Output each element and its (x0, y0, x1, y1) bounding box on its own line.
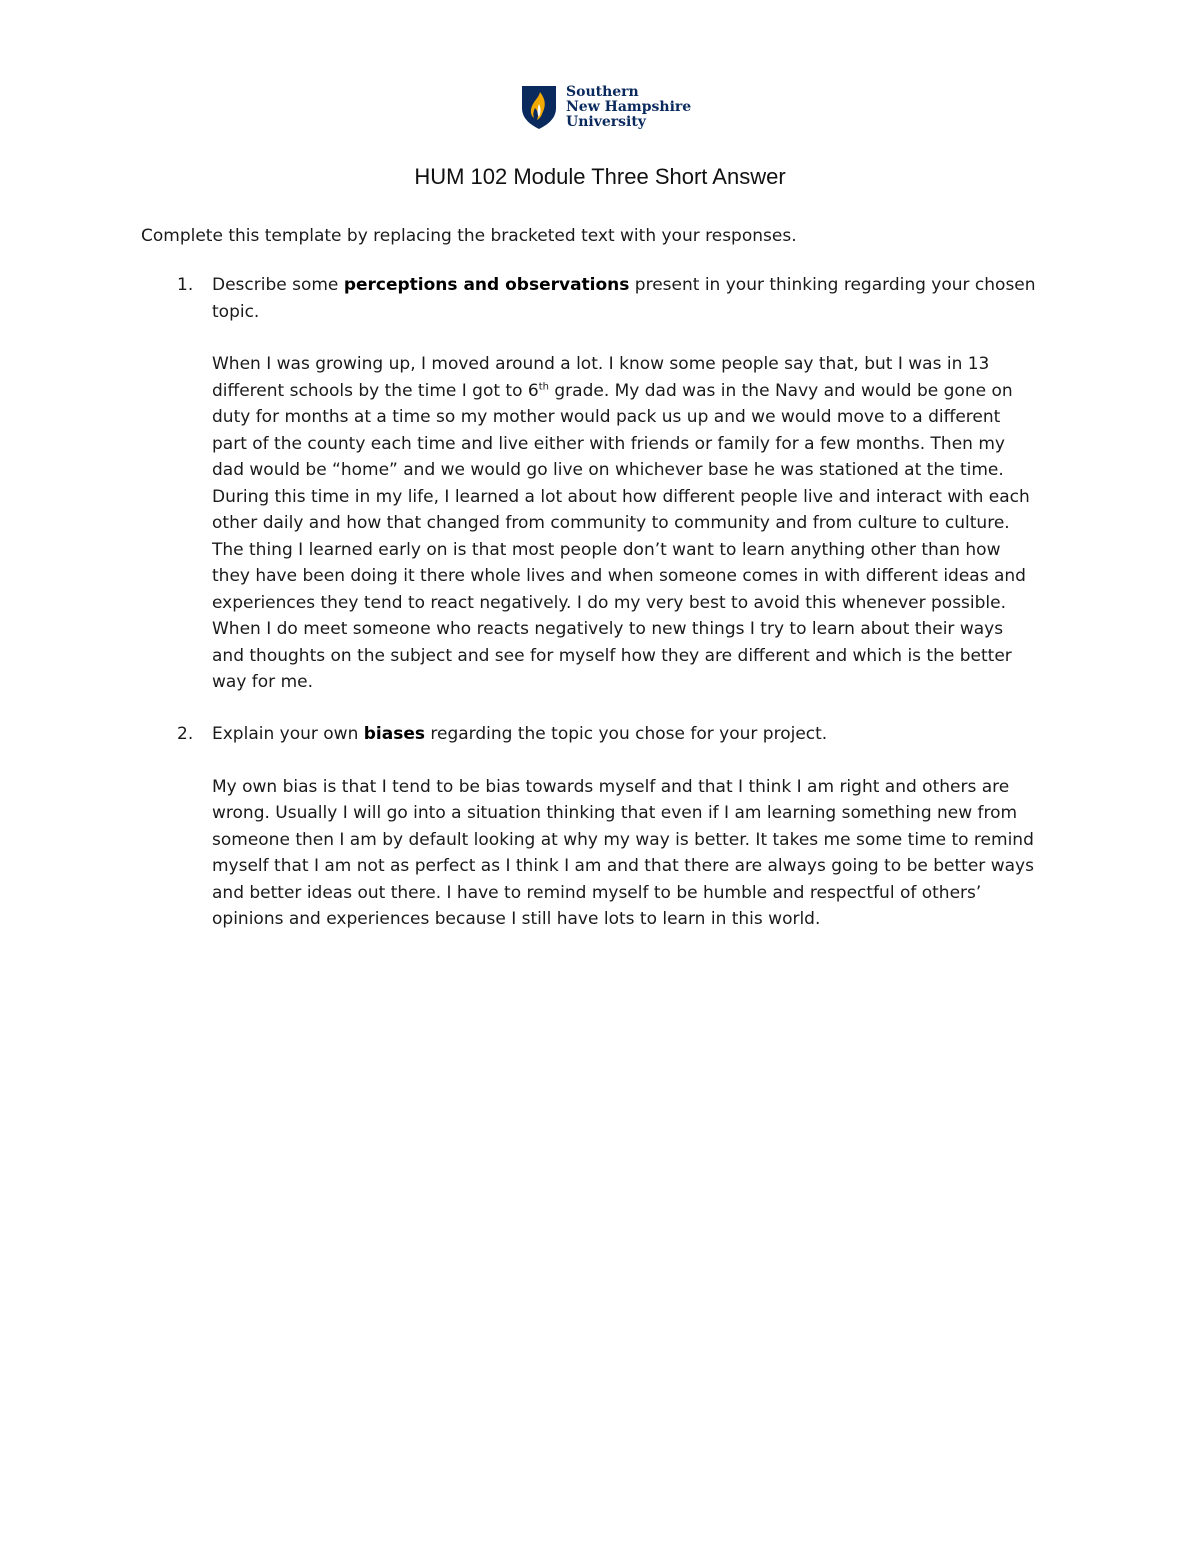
answer-line: duty for months at a time so my mother would pack us up and we would move to a different (212, 407, 1001, 427)
answer-text: different schools by the time I got to 6 (212, 380, 539, 401)
prompt-text: regarding the topic you chose for your project. (425, 724, 828, 744)
prompt-text: Describe some (212, 275, 344, 295)
answer-line: way for me. (212, 672, 313, 692)
answer-line: wrong. Usually I will go into a situation thinking that even if I am learning something new from (212, 803, 1018, 823)
prompt-text: topic. (212, 301, 260, 322)
question-prompt (212, 721, 1060, 748)
answer-line: dad would be “home” and we would go live on whichever base he was stationed at the time. (212, 460, 1004, 480)
answer-line: other daily and how that changed from community to community and from culture to culture. (212, 513, 1010, 533)
answer-text: grade. My dad was in the Navy and would be gone on (548, 380, 1013, 401)
answer-line: and thoughts on the subject and see for myself how they are different and which is the better (212, 645, 1012, 666)
prompt-emphasis: biases (363, 724, 425, 744)
answer-line: someone then I am by default looking at why my way is better. It takes me some time to remind (212, 829, 1034, 850)
answer-line: they have been doing it there whole lives and when someone comes in with different ideas and (212, 566, 1026, 586)
answer-paragraph (212, 351, 1060, 696)
answer-line: My own bias is that I tend to be bias towards myself and that I think I am right and others are (212, 776, 1010, 797)
intro-text: Complete this template by replacing the bracketed text with your responses. (141, 226, 797, 246)
document-title: HUM 102 Module Three Short Answer (414, 164, 786, 189)
question-number: 2. (177, 724, 194, 744)
answer-line: When I was growing up, I moved around a lot. I know some people say that, but I was in 13 (212, 354, 990, 374)
answer-line: When I do meet someone who reacts negatively to new things I try to learn about their ways (212, 619, 1004, 639)
shield-flame-icon (520, 84, 558, 130)
logo-wordmark (566, 85, 691, 130)
answer-paragraph (212, 774, 1060, 933)
prompt-text: present in your thinking regarding your chosen (629, 275, 1036, 295)
answer-line: The thing I learned early on is that most people don’t want to learn anything other than how (212, 539, 1001, 560)
answer-line: experiences they tend to react negatively. I do my very best to avoid this whenever possible. (212, 592, 1007, 613)
snhu-logo (520, 84, 691, 130)
logo-line-3: University (566, 113, 646, 130)
question-number: 1. (177, 275, 194, 295)
question-prompt (212, 272, 1060, 325)
answer-line: During this time in my life, I learned a lot about how different people live and interact with each (212, 486, 1030, 507)
question-body (212, 721, 1060, 933)
prompt-text: Explain your own (212, 724, 364, 744)
ordinal-suffix: th (538, 380, 549, 392)
answer-line: and better ideas out there. I have to remind myself to be humble and respectful of others’ (212, 882, 982, 903)
answer-line: myself that I am not as perfect as I think I am and that there are always going to be better ways (212, 856, 1034, 876)
logo-line-2: New Hampshire (566, 98, 692, 115)
answer-line (212, 378, 1060, 405)
prompt-emphasis: perceptions and observations (343, 275, 630, 295)
answer-line: opinions and experiences because I still have lots to learn in this world. (212, 909, 821, 929)
logo-line-1: Southern (566, 83, 639, 100)
answer-line: part of the county each time and live either with friends or family for a few months. Then my (212, 433, 1005, 454)
question-body (212, 272, 1060, 696)
